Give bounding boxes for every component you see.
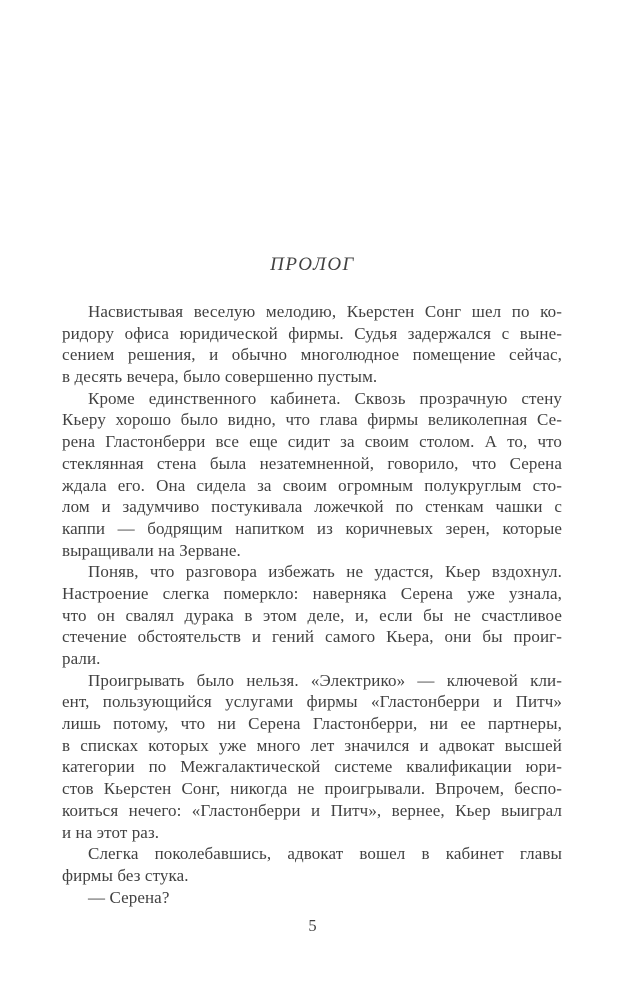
text-line: категории по Межгалактической системе квалификации юри- <box>62 757 562 777</box>
page-text <box>62 301 562 908</box>
text-line: Насвистывая веселую мелодию, Кьерстен Сонг шел по ко- <box>88 302 562 321</box>
text-line: в списках которых уже много лет значился и адвокат высшей <box>62 735 562 755</box>
text-line: что он свалял дурака в этом деле, и, если бы не счастливое <box>62 605 562 625</box>
text-line: Слегка поколебавшись, адвокат вошел в кабинет главы <box>88 844 562 864</box>
text-line: Кроме единственного кабинета. Сквозь прозрачную стену <box>88 388 562 408</box>
text-line: ент, пользующийся услугами фирмы «Гластонберри и Питч» <box>62 692 562 712</box>
text-line: Поняв, что разговора избежать не удастся, Кьер вздохнул. <box>88 562 562 582</box>
text-line: лом и задумчиво постукивала ложечкой по стенкам чашки с <box>62 497 562 517</box>
text-line: сением решения, и обычно многолюдное помещение сейчас, <box>62 345 562 365</box>
text-line: и на этот раз. <box>62 822 160 842</box>
text-line: Проигрывать было нельзя. «Электрико» — ключевой кли- <box>88 670 562 690</box>
text-line: каппи — бодрящим напитком из коричневых зерен, которые <box>62 518 562 538</box>
text-line: стеклянная стена была незатемненной, говорило, что Серена <box>62 453 562 473</box>
text-line: — Серена? <box>88 887 170 907</box>
text-line: стечение обстоятельств и гений самого Кьера, они бы проиг- <box>62 627 562 647</box>
text-line: в десять вечера, было совершенно пустым. <box>62 367 378 387</box>
text-line: коиться нечего: «Гластонберри и Питч», вернее, Кьер выиграл <box>62 800 562 820</box>
text-line: рали. <box>62 649 101 668</box>
text-line: фирмы без стука. <box>62 865 189 885</box>
page-number: 5 <box>308 916 317 935</box>
text-line: ридору офиса юридической фирмы. Судья задержался с выне- <box>62 323 562 343</box>
text-line: Настроение слегка померкло: наверняка Серена уже узнала, <box>62 583 562 603</box>
text-line: ждала его. Она сидела за своим огромным полукруглым сто- <box>62 475 562 495</box>
text-line: стов Кьерстен Сонг, никогда не проигрывали. Впрочем, беспо- <box>62 779 562 799</box>
text-line: рена Гластонберри все еще сидит за своим столом. А то, что <box>62 432 562 452</box>
text-line: выращивали на Зерване. <box>62 540 241 560</box>
text-line: лишь потому, что ни Серена Гластонберри, ни ее партнеры, <box>62 714 562 734</box>
chapter-title: ПРОЛОГ <box>270 254 355 275</box>
text-line: Кьеру хорошо было видно, что глава фирмы великолепная Се- <box>62 410 562 430</box>
